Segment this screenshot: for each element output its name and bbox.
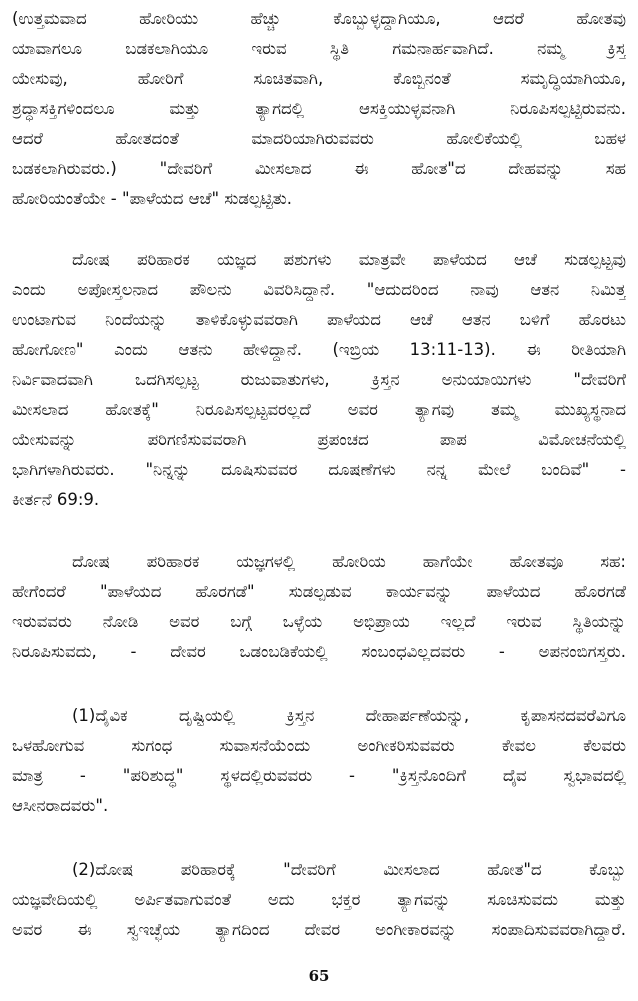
text-line: ದೋಷ ಪರಿಹಾರಕ ಯಜ್ಞದ ಪಶುಗಳು ಮಾತ್ರವೇ ಪಾಳೆಯದ ಆಚೆ ಸುಡಲ್ಪಟ್ಟವು — [72, 250, 626, 269]
text-line: ಭಾಗಿಗಳಾಗಿರುವರು. "ನಿನ್ನನ್ನು ದೂಷಿಸುವವರ ದೂಷಣೆಗಳು ನನ್ನ ಮೇಲೆ ಬಂದಿವೆ" - — [12, 460, 626, 479]
text-line: ಒಳಹೋಗುವ ಸುಗಂಧ ಸುವಾಸನೆಯೆಂದು ಅಂಗೀಕರಿಸುವವರು ಕೇವಲ ಕೆಲವರು — [12, 736, 626, 755]
text-line: ನಿರ್ವಿವಾದವಾಗಿ ಒದಗಿಸಲ್ಪಟ್ಟ ರುಜುವಾತುಗಳು, ಕ್ರಿಸ್ತನ ಅನುಯಾಯಿಗಳು "ದೇವರಿಗೆ — [12, 370, 626, 389]
text-line: ಆಸೀನರಾದವರು". — [12, 796, 109, 815]
text-line: ಬಡಕಲಾಗಿರುವರು.) "ದೇವರಿಗೆ ಮೀಸಲಾದ ಈ ಹೋತ"ದ ದೇಹವನ್ನು ಸಹ — [12, 159, 626, 178]
text-line: ದೋಷ ಪರಿಹಾರಕ ಯಜ್ಞಗಳಲ್ಲಿ ಹೋರಿಯ ಹಾಗೆಯೇ ಹೋತವೂ ಸಹ: — [72, 552, 626, 571]
text-line: ಹೋರಿಯಂತೆಯೇ - "ಪಾಳೆಯದ ಆಚೆ" ಸುಡಲ್ಪಟ್ಟಿತು. — [12, 189, 292, 208]
text-line: ಯಜ್ಞವೇದಿಯಲ್ಲಿ ಅರ್ಪಿತವಾಗುವಂತೆ ಅದು ಭಕ್ತರ ತ್ಯಾಗವನ್ನು ಸೂಚಿಸುವದು ಮತ್ತು — [12, 890, 626, 909]
text-line: ಶ್ರದ್ಧಾಸಕ್ತಿಗಳಿಂದಲೂ ಮತ್ತು ತ್ಯಾಗದಲ್ಲಿ ಆಸಕ್ತಿಯುಳ್ಳವನಾಗಿ ನಿರೂಪಿಸಲ್ಪಟ್ಟಿರುವನು. — [12, 99, 626, 118]
text-line: ಕೀರ್ತನೆ 69:9. — [12, 490, 100, 509]
text-line: ಅವರ ಈ ಸ್ವಇಚ್ಛೆಯ ತ್ಯಾಗದಿಂದ ದೇವರ ಅಂಗೀಕಾರವನ್ನು ಸಂಪಾದಿಸುವವರಾಗಿದ್ದಾರೆ. — [12, 920, 626, 939]
page-number: 65 — [308, 967, 330, 985]
text-line: ಹೇಗೆಂದರೆ "ಪಾಳೆಯದ ಹೊರಗಡೆ" ಸುಡಲ್ಪಡುವ ಕಾರ್ಯವನ್ನು ಪಾಳೆಯದ ಹೊರಗಡೆ — [12, 582, 626, 601]
text-line: (2)ದೋಷ ಪರಿಹಾರಕ್ಕೆ "ದೇವರಿಗೆ ಮೀಸಲಾದ ಹೋತ"ದ ಕೊಬ್ಬು — [72, 860, 626, 879]
text-line: ಮೀಸಲಾದ ಹೋತಕ್ಕೆ" ನಿರೂಪಿಸಲ್ಪಟ್ಟವರಲ್ಲದೆ ಅವರ ತ್ಯಾಗವು ತಮ್ಮ ಮುಖ್ಯಸ್ಥನಾದ — [12, 400, 626, 419]
text-line: (1)ದೈವಿಕ ದೃಷ್ಟಿಯಲ್ಲಿ ಕ್ರಿಸ್ತನ ದೇಹಾರ್ಪಣೆಯನ್ನು, ಕೃಪಾಸನದವರೆವಿಗೂ — [72, 706, 626, 725]
text-line: ಯಾವಾಗಲೂ ಬಡಕಲಾಗಿಯೂ ಇರುವ ಸ್ಥಿತಿ ಗಮನಾರ್ಹವಾಗಿದೆ. ನಮ್ಮ ಕ್ರಿಸ್ತ — [12, 39, 626, 58]
text-line: ಆದರೆ ಹೋತದಂತೆ ಮಾದರಿಯಾಗಿರುವವರು ಹೋಲಿಕೆಯಲ್ಲಿ ಬಹಳ — [12, 129, 626, 148]
text-line: ಮಾತ್ರ - "ಪರಿಶುದ್ಧ" ಸ್ಥಳದಲ್ಲಿರುವವರು - "ಕ್ರಿಸ್ತನೊಂದಿಗೆ ದೈವ ಸ್ವಭಾವದಲ್ಲಿ — [12, 766, 626, 785]
text-line: ಎಂದು ಅಪೋಸ್ತಲನಾದ ಪೌಲನು ವಿವರಿಸಿದ್ದಾನೆ. "ಆದುದರಿಂದ ನಾವು ಆತನ ನಿಮಿತ್ತ — [12, 280, 626, 299]
text-line: (ಉತ್ತಮವಾದ ಹೋರಿಯು ಹೆಚ್ಚು ಕೊಬ್ಬುಳ್ಳದ್ದಾಗಿಯೂ, ಆದರೆ ಹೋತವು — [12, 9, 626, 28]
text-line: ಹೋಗೋಣ" ಎಂದು ಆತನು ಹೇಳಿದ್ದಾನೆ. (ಇಬ್ರಿಯ 13:11-13). ಈ ರೀತಿಯಾಗಿ — [12, 340, 626, 359]
text-line: ನಿರೂಪಿಸುವದು, - ದೇವರ ಒಡಂಬಡಿಕೆಯಲ್ಲಿ ಸಂಬಂಧವಿಲ್ಲದವರು - ಅಪನಂಬಿಗಸ್ತರು. — [12, 642, 626, 661]
text-line: ಯೇಸುವನ್ನು ಪರಿಗಣಿಸುವವರಾಗಿ ಪ್ರಪಂಚದ ಪಾಪ ವಿಮೋಚನೆಯಲ್ಲಿ — [12, 430, 626, 449]
text-line: ಯೇಸುವು, ಹೋರಿಗೆ ಸೂಚಿತವಾಗಿ, ಕೊಬ್ಬಿನಂತೆ ಸಮೃದ್ಧಿಯಾಗಿಯೂ, — [12, 69, 626, 88]
text-line: ಇರುವವರು ನೋಡಿ ಅವರ ಬಗ್ಗೆ ಒಳ್ಳೆಯ ಅಭಿಪ್ರಾಯ ಇಲ್ಲದೆ ಇರುವ ಸ್ಥಿತಿಯನ್ನು — [12, 612, 626, 631]
text-line: ಉಂಟಾಗುವ ನಿಂದೆಯನ್ನು ತಾಳಿಕೊಳ್ಳುವವರಾಗಿ ಪಾಳೆಯದ ಆಚೆ ಆತನ ಬಳಿಗೆ ಹೊರಟು — [12, 310, 626, 329]
